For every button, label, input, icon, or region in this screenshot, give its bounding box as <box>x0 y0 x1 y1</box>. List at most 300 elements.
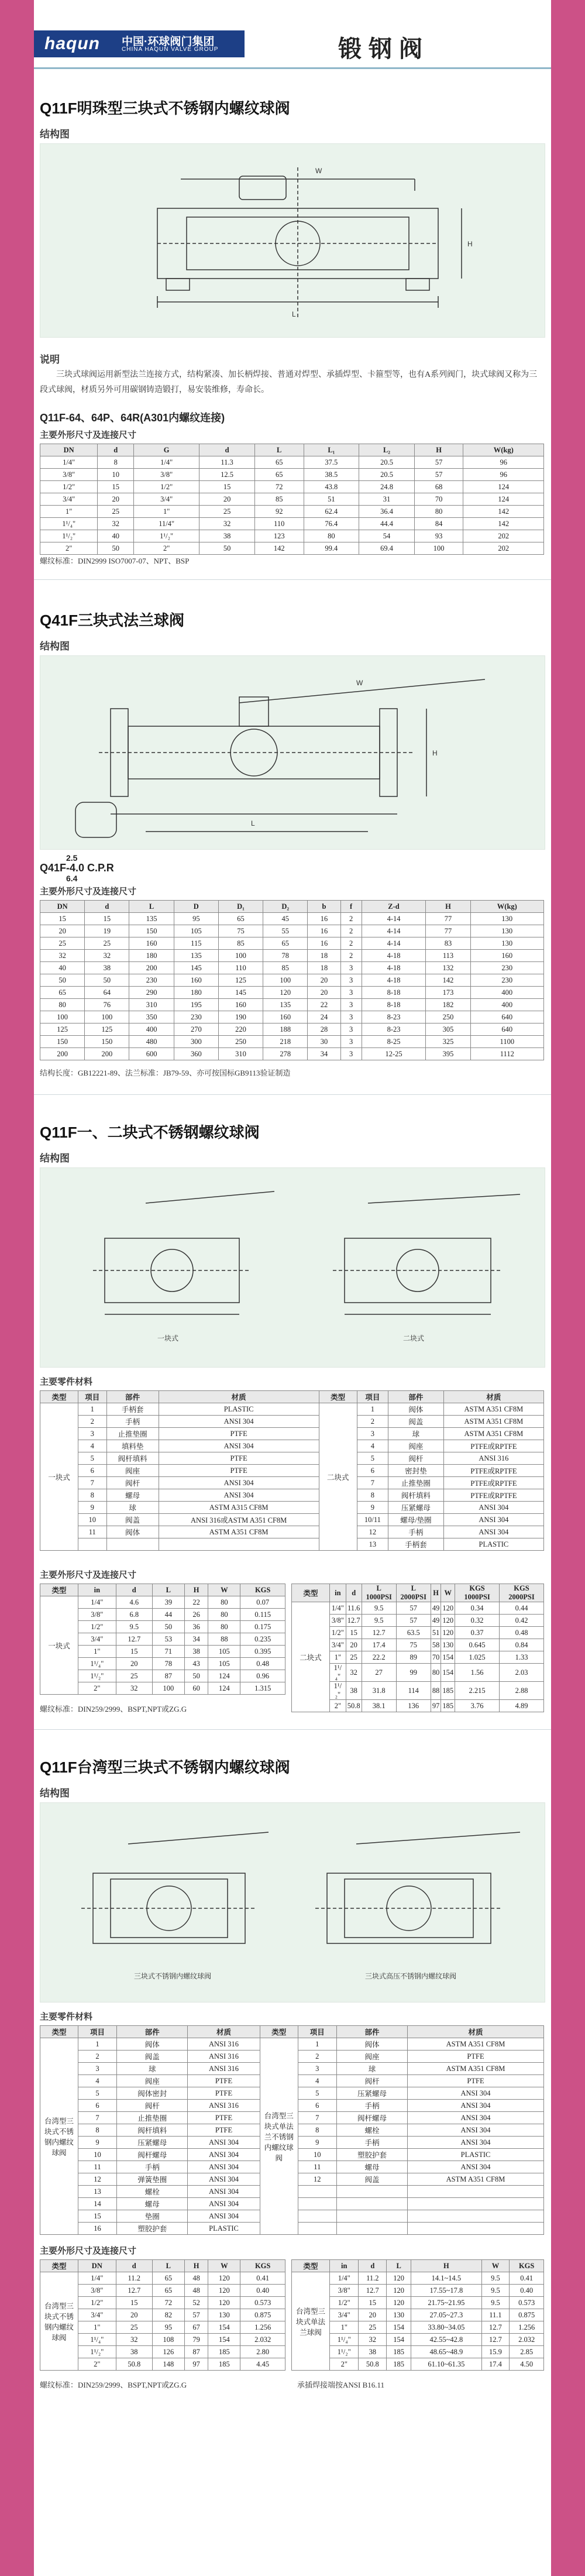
table-cell: 手柄 <box>336 2100 407 2112</box>
table-cell: 57 <box>414 456 463 469</box>
table-header-cell: L <box>387 2260 411 2272</box>
table-cell: 7 <box>298 2112 336 2124</box>
table-cell: 100 <box>218 950 263 962</box>
table-cell: 20 <box>98 493 134 506</box>
table-cell: 2.032 <box>510 2334 544 2346</box>
table-cell: 154 <box>441 1664 455 1682</box>
section2-note: 结构长度：GB12221-89、法兰标准：JB79-59、亦可按国标GB9113验证制造 <box>40 1069 291 1077</box>
table-cell: 120 <box>208 2272 240 2285</box>
table-cell: 12.7 <box>362 1627 396 1639</box>
table-cell: 压紧螺母 <box>117 2137 188 2149</box>
table-header-cell: 项目 <box>357 1391 388 1403</box>
table-cell: ASTM A351 CF8M <box>443 1428 543 1440</box>
table-cell: 4-18 <box>362 950 426 962</box>
table-cell: PLASTIC <box>159 1403 319 1416</box>
table-cell: 0.40 <box>510 2285 544 2297</box>
table-cell: 15 <box>116 1646 152 1658</box>
table-cell: 10/11 <box>357 1514 388 1526</box>
table-row <box>40 493 544 506</box>
left-valve-caption: 三块式不锈钢内螺纹球阀 <box>134 1972 212 1980</box>
section1-table-label: 主要外形尺寸及连接尺寸 <box>40 430 137 440</box>
table-cell: 78 <box>263 950 308 962</box>
table-cell: 26 <box>184 1609 208 1621</box>
catalog-page <box>34 0 551 2576</box>
table-cell: 48 <box>184 2285 208 2297</box>
table-cell: 4 <box>78 2075 117 2087</box>
table-cell: 1/4" <box>40 456 98 469</box>
svg-text:L: L <box>251 819 255 827</box>
table-cell: 3/8" <box>330 1615 346 1627</box>
table-header-cell: KGS <box>510 2260 544 2272</box>
table-cell: 27 <box>362 1664 396 1682</box>
table-header-cell: W <box>208 2260 240 2272</box>
table-cell: 4 <box>78 1440 107 1452</box>
table-cell: 20.5 <box>359 456 415 469</box>
table-cell: 3/4" <box>134 493 199 506</box>
table-cell: 2" <box>330 1700 346 1712</box>
section2-model-bottom: 6.4 <box>66 874 78 883</box>
table-cell <box>336 2198 407 2210</box>
table-cell: 100 <box>414 542 463 555</box>
table-cell: 球 <box>388 1428 444 1440</box>
table-header-cell: H <box>431 1584 441 1602</box>
table-cell: 142 <box>463 518 544 530</box>
table-cell: 9.5 <box>362 1615 396 1627</box>
table-cell: 123 <box>254 530 304 542</box>
table-cell: 25 <box>116 2321 152 2334</box>
section4-note-right: 承插焊接端按ANSI B16.11 <box>297 2381 385 2389</box>
table-cell: 135 <box>174 950 218 962</box>
table-header-cell: L₁ <box>304 444 359 456</box>
table-cell: 3/8" <box>134 469 199 481</box>
table-cell: 0.44 <box>500 1602 544 1615</box>
table-cell: 3/8" <box>78 2285 116 2297</box>
table-cell: 67 <box>184 2321 208 2334</box>
table-cell: 1 <box>298 2038 336 2051</box>
table-row <box>292 1602 544 1615</box>
table-cell: 40 <box>98 530 134 542</box>
table-header-cell: 部件 <box>106 1391 159 1403</box>
table-cell: 12 <box>78 2173 117 2186</box>
table-cell: 48.65~48.9 <box>411 2346 482 2358</box>
table-cell: 止推垫圈 <box>388 1477 444 1489</box>
table-cell: ANSI 304 <box>408 2087 544 2100</box>
table-cell: 6 <box>78 1465 107 1477</box>
table-cell: 39 <box>152 1596 184 1609</box>
table-cell: PTFE <box>408 2051 544 2063</box>
svg-text:L: L <box>292 310 296 318</box>
table-cell: PTFE或RPTFE <box>443 1477 543 1489</box>
table-header-cell: 类型 <box>40 2026 78 2038</box>
table-row <box>292 2334 544 2346</box>
table-cell: 83 <box>426 937 470 950</box>
table-cell: 阀座 <box>388 1440 444 1452</box>
table-cell: 65 <box>254 469 304 481</box>
section1-desc-label: 说明 <box>40 354 60 365</box>
table-row <box>292 1639 544 1651</box>
table-cell: 57 <box>184 2309 208 2321</box>
table-cell: 2" <box>78 1682 116 1695</box>
table-row <box>40 2272 285 2285</box>
table-cell: 22 <box>184 1596 208 1609</box>
table-cell: 125 <box>218 974 263 987</box>
table-cell: 77 <box>426 913 470 925</box>
table-cell: 阀体密封 <box>117 2087 188 2100</box>
table-cell: 9.5 <box>481 2272 510 2285</box>
table-cell: ANSI 304 <box>188 2210 260 2223</box>
ball-valve-drawing <box>40 144 545 337</box>
table-cell: 2.88 <box>500 1682 544 1700</box>
table-cell: 1¹/₄" <box>330 1664 346 1682</box>
table-cell: 36 <box>184 1621 208 1633</box>
table-cell: 止推垫圈 <box>117 2112 188 2124</box>
table-cell: 15 <box>199 481 255 493</box>
table-cell: 2.80 <box>240 2346 285 2358</box>
table-cell: 72 <box>254 481 304 493</box>
table-cell: 阀杆填料 <box>388 1489 444 1502</box>
table-cell: 3 <box>357 1428 388 1440</box>
table-cell: 3 <box>340 999 362 1011</box>
table-cell: 9 <box>298 2137 336 2149</box>
table-cell: 4.50 <box>510 2358 544 2371</box>
table-cell: 130 <box>387 2309 411 2321</box>
table-cell: 阀杆填料 <box>117 2124 188 2137</box>
table-row <box>40 1023 544 1036</box>
table-cell: 10 <box>78 1514 107 1526</box>
table-cell: 278 <box>263 1048 308 1060</box>
table-cell: 37.5 <box>304 456 359 469</box>
table-cell: 0.573 <box>510 2297 544 2309</box>
table-cell: 10 <box>298 2149 336 2161</box>
table-cell: 185 <box>387 2358 411 2371</box>
table-cell: 4-14 <box>362 937 426 950</box>
table-cell: 50 <box>184 1670 208 1682</box>
table-cell: 154 <box>208 2334 240 2346</box>
table-header-cell: KGS <box>240 2260 285 2272</box>
section3-dims-label: 主要外形尺寸及连接尺寸 <box>40 1570 137 1580</box>
table-header-cell: 类型 <box>319 1391 357 1403</box>
table-cell: 113 <box>426 950 470 962</box>
table-header-cell: 材质 <box>443 1391 543 1403</box>
table-cell: 50.8 <box>116 2358 152 2371</box>
table-header-cell: 类型 <box>40 1391 78 1403</box>
table-cell: 20 <box>308 987 340 999</box>
table-cell: 80 <box>208 1596 240 1609</box>
table-cell: 65 <box>254 456 304 469</box>
table-cell: 阀杆螺母 <box>336 2112 407 2124</box>
table-cell: 1¹/₂" <box>78 2346 116 2358</box>
table-header-cell: Z-d <box>362 901 426 913</box>
table-cell <box>336 2210 407 2223</box>
table-cell: 10 <box>98 469 134 481</box>
table-cell: 9.5 <box>481 2297 510 2309</box>
table-cell: 36.4 <box>359 506 415 518</box>
section3-dims-left-table <box>40 1584 285 1695</box>
table-cell: 57 <box>414 469 463 481</box>
table-cell: PTFE或RPTFE <box>443 1465 543 1477</box>
table-cell: 1112 <box>470 1048 543 1060</box>
table-cell: ASTM A351 CF8M <box>159 1526 319 1538</box>
section2-dims-table <box>40 900 544 1060</box>
table-cell: 230 <box>470 962 543 974</box>
table-cell: 3/8" <box>40 469 98 481</box>
table-cell: 600 <box>129 1048 174 1060</box>
section1-drawing <box>40 143 545 338</box>
table-cell: 0.42 <box>500 1615 544 1627</box>
table-cell: 20 <box>359 2309 387 2321</box>
table-cell: 32 <box>359 2334 387 2346</box>
table-header-cell: H <box>184 2260 208 2272</box>
table-cell <box>408 2186 544 2198</box>
table-cell: 65 <box>263 937 308 950</box>
table-cell: 105 <box>174 925 218 937</box>
table-header-cell: 类型 <box>292 2260 330 2272</box>
table-cell: 3 <box>340 974 362 987</box>
table-cell: ANSI 304 <box>408 2137 544 2149</box>
table-cell: 25 <box>199 506 255 518</box>
table-cell: 400 <box>129 1023 174 1036</box>
table-cell: PTFE或RPTFE <box>443 1489 543 1502</box>
table-header-cell: in <box>330 2260 359 2272</box>
table-cell: 1" <box>78 2321 116 2334</box>
table-cell: 3 <box>298 2063 336 2075</box>
table-cell: 14 <box>78 2198 117 2210</box>
table-header-cell: d <box>85 901 129 913</box>
table-cell: 止推垫圈 <box>106 1428 159 1440</box>
table-cell: 12.7 <box>346 1615 362 1627</box>
table-cell: 螺母 <box>117 2198 188 2210</box>
table-cell: ANSI 304 <box>188 2198 260 2210</box>
table-cell: 173 <box>426 987 470 999</box>
table-cell: 阀座 <box>106 1465 159 1477</box>
table-cell: 2 <box>340 913 362 925</box>
table-cell: 3/8" <box>78 1609 116 1621</box>
table-cell: 4-18 <box>362 962 426 974</box>
table-cell: 38 <box>184 1646 208 1658</box>
table-cell: 9.5 <box>362 1602 396 1615</box>
table-cell: 3/4" <box>330 2309 359 2321</box>
table-cell: 0.84 <box>500 1639 544 1651</box>
table-cell: 130 <box>470 937 543 950</box>
table-cell: 3 <box>340 1023 362 1036</box>
table-cell: 螺栓 <box>117 2186 188 2198</box>
table-cell: 20 <box>116 1658 152 1670</box>
table-row <box>40 481 544 493</box>
divider <box>34 579 551 580</box>
table-cell: 32 <box>199 518 255 530</box>
table-cell: 8 <box>78 2124 117 2137</box>
table-cell: 154 <box>441 1651 455 1664</box>
table-cell: 310 <box>129 999 174 1011</box>
table-cell: 0.573 <box>240 2297 285 2309</box>
table-header-cell: L <box>152 2260 184 2272</box>
table-cell: 16 <box>308 937 340 950</box>
table-cell: 台湾型三块式单法兰不锈钢内螺纹球阀 <box>260 2038 298 2235</box>
table-cell: ASTM A315 CF8M <box>159 1502 319 1514</box>
table-cell: 124 <box>208 1682 240 1695</box>
table-cell: 1" <box>330 2321 359 2334</box>
table-cell: 1/2" <box>330 2297 359 2309</box>
table-cell: ANSI 304 <box>408 2112 544 2124</box>
table-cell: 8-18 <box>362 987 426 999</box>
table-cell: ANSI 316 <box>188 2038 260 2051</box>
table-cell: 53 <box>152 1633 184 1646</box>
table-cell: PTFE <box>159 1428 319 1440</box>
table-cell: 阀杆 <box>117 2100 188 2112</box>
table-cell: 50 <box>40 974 85 987</box>
table-cell: 1.315 <box>240 1682 285 1695</box>
table-row <box>292 2346 544 2358</box>
table-header-cell: d <box>346 1584 362 1602</box>
table-cell: 3 <box>78 1428 107 1440</box>
table-row <box>40 1489 544 1502</box>
one-two-piece-valve-drawing <box>40 1168 545 1367</box>
section1-description: 三块式球阀运用新型法兰连接方式，结构紧凑、加长柄焊接、普通对焊型、承插焊型、卡箍型等，也有A系列阀门，块式球阀又称为三段式球阀，材质另外可用碳钢铸造锻打，易安装维修，寿命长。 <box>40 370 538 394</box>
table-cell: ASTM A351 CF8M <box>443 1403 543 1416</box>
table-cell: 1¹/₂" <box>330 2346 359 2358</box>
section2-table-label: 主要外形尺寸及连接尺寸 <box>40 887 137 897</box>
table-cell: 二块式 <box>319 1403 357 1551</box>
table-row <box>292 2297 544 2309</box>
table-row <box>292 1627 544 1639</box>
table-cell: 80 <box>208 1609 240 1621</box>
table-cell: 80 <box>208 1621 240 1633</box>
table-cell: 182 <box>426 999 470 1011</box>
table-cell: 20 <box>308 974 340 987</box>
table-cell: 0.875 <box>240 2309 285 2321</box>
table-cell: 1/2" <box>40 481 98 493</box>
section2-drawing <box>40 655 545 850</box>
table-cell: 93 <box>414 530 463 542</box>
table-cell: 325 <box>426 1036 470 1048</box>
table-cell: 80 <box>40 999 85 1011</box>
table-cell: 44 <box>152 1609 184 1621</box>
table-cell: 螺母 <box>336 2161 407 2173</box>
table-header-cell: d <box>359 2260 387 2272</box>
table-cell: 145 <box>174 962 218 974</box>
table-cell: 2 <box>340 950 362 962</box>
table-cell: ASTM A351 CF8M <box>408 2173 544 2186</box>
two-piece-caption: 二块式 <box>403 1334 425 1342</box>
table-row <box>40 1036 544 1048</box>
table-header-cell: H <box>184 1584 208 1596</box>
table-cell: 18 <box>308 950 340 962</box>
table-cell: 7 <box>78 1477 107 1489</box>
table-header-cell: D <box>174 901 218 913</box>
table-cell: 71 <box>152 1646 184 1658</box>
table-cell: 0.48 <box>500 1627 544 1639</box>
table-cell: 130 <box>441 1639 455 1651</box>
table-cell: 31.8 <box>362 1682 396 1700</box>
table-row <box>40 469 544 481</box>
section1-note: 螺纹标准：DIN2999 ISO7007-07、NPT、BSP <box>40 557 190 565</box>
table-cell: 1¹/₂" <box>40 530 98 542</box>
table-cell: 7 <box>357 1477 388 1489</box>
table-cell: 202 <box>463 530 544 542</box>
table-cell: 螺栓 <box>336 2124 407 2137</box>
table-cell: ANSI 304 <box>408 2124 544 2137</box>
table-header-cell: L 2000PSI <box>396 1584 431 1602</box>
table-header-cell: f <box>340 901 362 913</box>
table-cell: 19 <box>85 925 129 937</box>
table-cell: 31 <box>359 493 415 506</box>
table-header-cell: d <box>116 1584 152 1596</box>
table-cell: 12.5 <box>199 469 255 481</box>
table-cell: 270 <box>174 1023 218 1036</box>
table-cell: 50.8 <box>359 2358 387 2371</box>
table-cell: 154 <box>387 2334 411 2346</box>
table-cell: 75 <box>396 1639 431 1651</box>
section2-title: Q41F三块式法兰球阀 <box>40 612 185 629</box>
table-cell: PTFE <box>159 1452 319 1465</box>
table-cell: 65 <box>218 913 263 925</box>
table-cell <box>298 2223 336 2235</box>
table-cell: 105 <box>208 1646 240 1658</box>
table-cell: 40 <box>40 962 85 974</box>
table-cell: 12.7 <box>116 1633 152 1646</box>
table-cell <box>408 2223 544 2235</box>
table-cell: 8 <box>98 456 134 469</box>
table-header-cell: 材质 <box>159 1391 319 1403</box>
table-cell: 32 <box>98 518 134 530</box>
table-cell: 95 <box>152 2321 184 2334</box>
table-header-cell: 类型 <box>260 2026 298 2038</box>
table-cell: 8 <box>78 1489 107 1502</box>
table-cell: 2 <box>357 1416 388 1428</box>
table-cell: 8 <box>357 1489 388 1502</box>
table-cell: 200 <box>129 962 174 974</box>
table-header-cell: 类型 <box>40 2260 78 2272</box>
table-cell: 12-25 <box>362 1048 426 1060</box>
table-cell: 15 <box>98 481 134 493</box>
table-row <box>40 1465 544 1477</box>
table-cell: 160 <box>263 1011 308 1023</box>
table-header-cell: KGS 1000PSI <box>455 1584 500 1602</box>
table-header-cell: KGS <box>240 1584 285 1596</box>
table-cell: 11.2 <box>116 2272 152 2285</box>
table-cell: 75 <box>218 925 263 937</box>
table-cell: 3/4" <box>78 2309 116 2321</box>
table-cell: ANSI 304 <box>159 1477 319 1489</box>
table-cell: 3 <box>340 1048 362 1060</box>
section4-parts-label: 主要零件材料 <box>40 2012 93 2022</box>
table-cell: 12.7 <box>481 2334 510 2346</box>
table-cell: 1/4" <box>330 1602 346 1615</box>
table-cell: ANSI 304 <box>443 1514 543 1526</box>
table-header-cell: in <box>330 1584 346 1602</box>
table-cell: 130 <box>470 913 543 925</box>
table-cell: 185 <box>208 2358 240 2371</box>
table-cell: 2 <box>298 2051 336 2063</box>
table-cell: 480 <box>129 1036 174 1048</box>
table-cell: 1/4" <box>78 2272 116 2285</box>
table-cell: 52 <box>184 2297 208 2309</box>
table-cell: 手柄套 <box>106 1403 159 1416</box>
table-cell: ANSI 304 <box>443 1502 543 1514</box>
table-cell: 57 <box>396 1615 431 1627</box>
table-header-cell: in <box>78 1584 116 1596</box>
table-header-cell: 项目 <box>78 1391 107 1403</box>
table-cell: 125 <box>85 1023 129 1036</box>
table-cell: 49 <box>431 1602 441 1615</box>
table-cell: 5 <box>78 2087 117 2100</box>
table-cell: 2 <box>340 937 362 950</box>
left-decor-stripe <box>0 0 34 2576</box>
table-cell: 57 <box>396 1602 431 1615</box>
table-cell: 69.4 <box>359 542 415 555</box>
table-row <box>40 962 544 974</box>
table-cell: 30 <box>308 1036 340 1048</box>
